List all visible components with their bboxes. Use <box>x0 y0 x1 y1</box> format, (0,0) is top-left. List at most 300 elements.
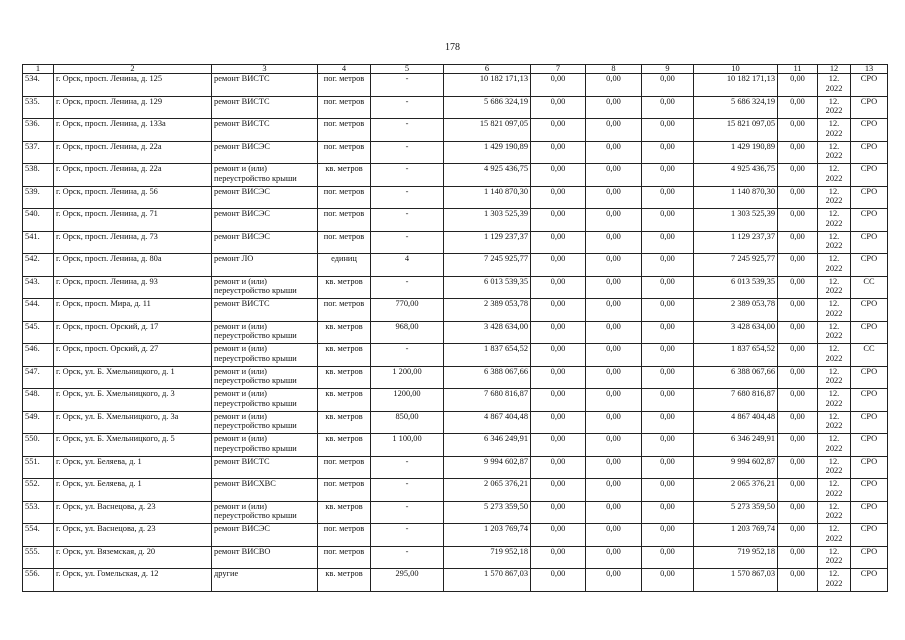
table-cell: г. Орск, ул. Васнецова, д. 23 <box>54 524 212 547</box>
table-row <box>23 501 888 524</box>
table-cell: 1 303 525,39 <box>694 209 778 232</box>
table-cell: 0,00 <box>642 96 694 119</box>
table-cell: 12. 2022 <box>818 434 851 457</box>
table-cell: 0,00 <box>778 299 818 322</box>
table-cell: 0,00 <box>778 366 818 389</box>
column-number: 13 <box>851 65 888 74</box>
table-cell: 0,00 <box>642 141 694 164</box>
table-cell: 0,00 <box>642 479 694 502</box>
table-cell: 539. <box>23 186 54 209</box>
table-cell: 0,00 <box>778 164 818 187</box>
table-cell: СРО <box>851 389 888 412</box>
table-cell: единиц <box>318 254 371 277</box>
table-cell: 0,00 <box>586 389 642 412</box>
table-cell: 1 140 870,30 <box>694 186 778 209</box>
table-cell: ремонт ВИСХВС <box>212 479 318 502</box>
table-body <box>23 65 888 592</box>
table-cell: 5 273 359,50 <box>444 501 531 524</box>
table-cell: 0,00 <box>531 96 586 119</box>
table-cell: 555. <box>23 546 54 569</box>
table-cell: 0,00 <box>778 74 818 97</box>
table-cell: ремонт и (или) переустройство крыши <box>212 389 318 412</box>
table-cell: 0,00 <box>778 276 818 299</box>
table-cell: 535. <box>23 96 54 119</box>
table-cell: 12. 2022 <box>818 299 851 322</box>
table-cell: кв. метров <box>318 434 371 457</box>
table-cell: 542. <box>23 254 54 277</box>
table-cell: 12. 2022 <box>818 141 851 164</box>
table-cell: 0,00 <box>778 501 818 524</box>
table-cell: 0,00 <box>586 344 642 367</box>
table-cell: 12. 2022 <box>818 164 851 187</box>
table-cell: 4 867 404,48 <box>694 411 778 434</box>
table-cell: - <box>371 74 444 97</box>
column-number-header <box>23 65 888 74</box>
table-cell: г. Орск, просп. Ленина, д. 22а <box>54 141 212 164</box>
table-cell: пог. метров <box>318 479 371 502</box>
table-cell: 0,00 <box>586 456 642 479</box>
table-cell: ремонт и (или) переустройство крыши <box>212 164 318 187</box>
table-cell: г. Орск, ул. Б. Хмельницкого, д. 3а <box>54 411 212 434</box>
table-cell: 12. 2022 <box>818 546 851 569</box>
table-cell: 1 100,00 <box>371 434 444 457</box>
table-cell: 0,00 <box>586 276 642 299</box>
table-cell: 1 429 190,89 <box>694 141 778 164</box>
table-cell: СРО <box>851 96 888 119</box>
table-cell: пог. метров <box>318 231 371 254</box>
table-cell: 0,00 <box>531 344 586 367</box>
table-cell: г. Орск, просп. Ленина, д. 73 <box>54 231 212 254</box>
table-cell: 1 129 237,37 <box>694 231 778 254</box>
column-number: 10 <box>694 65 778 74</box>
table-cell: 0,00 <box>586 366 642 389</box>
table-cell: ремонт ВИСЭС <box>212 141 318 164</box>
table-cell: 0,00 <box>586 501 642 524</box>
table-cell: 556. <box>23 569 54 592</box>
table-cell: 553. <box>23 501 54 524</box>
table-row <box>23 456 888 479</box>
table-cell: 0,00 <box>642 299 694 322</box>
table-cell: СРО <box>851 254 888 277</box>
table-cell: - <box>371 186 444 209</box>
table-cell: ремонт ВИСТС <box>212 74 318 97</box>
table-cell: 12. 2022 <box>818 569 851 592</box>
table-cell: СРО <box>851 524 888 547</box>
table-cell: СРО <box>851 479 888 502</box>
table-cell: 0,00 <box>642 209 694 232</box>
table-cell: - <box>371 456 444 479</box>
table-cell: 1 429 190,89 <box>444 141 531 164</box>
table-cell: 0,00 <box>531 299 586 322</box>
table-cell: г. Орск, ул. Гомельская, д. 12 <box>54 569 212 592</box>
table-cell: - <box>371 96 444 119</box>
column-number: 7 <box>531 65 586 74</box>
table-cell: г. Орск, просп. Ленина, д. 56 <box>54 186 212 209</box>
table-cell: 0,00 <box>531 321 586 344</box>
table-cell: пог. метров <box>318 209 371 232</box>
table-cell: г. Орск, ул. Вяземская, д. 20 <box>54 546 212 569</box>
table-cell: 0,00 <box>778 569 818 592</box>
table-cell: - <box>371 119 444 142</box>
table-cell: 12. 2022 <box>818 276 851 299</box>
table-cell: г. Орск, просп. Орский, д. 27 <box>54 344 212 367</box>
table-cell: СРО <box>851 119 888 142</box>
table-cell: 0,00 <box>586 96 642 119</box>
table-cell: г. Орск, просп. Ленина, д. 129 <box>54 96 212 119</box>
table-cell: г. Орск, просп. Ленина, д. 22а <box>54 164 212 187</box>
table-cell: СРО <box>851 209 888 232</box>
table-cell: 545. <box>23 321 54 344</box>
table-cell: пог. метров <box>318 546 371 569</box>
table-row <box>23 209 888 232</box>
table-cell: СРО <box>851 164 888 187</box>
column-number: 5 <box>371 65 444 74</box>
table-cell: ремонт ЛО <box>212 254 318 277</box>
table-cell: кв. метров <box>318 366 371 389</box>
table-cell: СРО <box>851 411 888 434</box>
table-cell: 0,00 <box>531 569 586 592</box>
table-cell: 0,00 <box>642 119 694 142</box>
table-cell: 5 273 359,50 <box>694 501 778 524</box>
table-cell: 0,00 <box>586 299 642 322</box>
table-cell: 12. 2022 <box>818 366 851 389</box>
table-cell: 12. 2022 <box>818 209 851 232</box>
table-cell: 1200,00 <box>371 389 444 412</box>
table-cell: 0,00 <box>531 411 586 434</box>
table-cell: 12. 2022 <box>818 119 851 142</box>
table-cell: 1 140 870,30 <box>444 186 531 209</box>
table-cell: ремонт ВИСТС <box>212 299 318 322</box>
table-cell: 1 200,00 <box>371 366 444 389</box>
table-cell: 719 952,18 <box>444 546 531 569</box>
table-cell: СРО <box>851 299 888 322</box>
table-cell: 548. <box>23 389 54 412</box>
table-cell: г. Орск, просп. Ленина, д. 71 <box>54 209 212 232</box>
table-cell: 0,00 <box>586 254 642 277</box>
table-cell: 552. <box>23 479 54 502</box>
table-cell: ремонт и (или) переустройство крыши <box>212 344 318 367</box>
table-cell: 541. <box>23 231 54 254</box>
table-cell: 0,00 <box>531 524 586 547</box>
table-cell: 0,00 <box>778 479 818 502</box>
table-cell: 0,00 <box>586 569 642 592</box>
table-cell: пог. метров <box>318 96 371 119</box>
table-cell: 15 821 097,05 <box>694 119 778 142</box>
table-cell: 0,00 <box>642 524 694 547</box>
table-cell: 0,00 <box>531 119 586 142</box>
table-cell: СРО <box>851 74 888 97</box>
table-cell: 6 013 539,35 <box>444 276 531 299</box>
table-cell: 295,00 <box>371 569 444 592</box>
table-cell: 2 389 053,78 <box>444 299 531 322</box>
table-cell: 0,00 <box>642 501 694 524</box>
table-cell: - <box>371 344 444 367</box>
table-cell: 0,00 <box>586 164 642 187</box>
table-cell: 551. <box>23 456 54 479</box>
table-cell: пог. метров <box>318 524 371 547</box>
table-cell: 968,00 <box>371 321 444 344</box>
table-cell: пог. метров <box>318 456 371 479</box>
table-cell: 3 428 634,00 <box>694 321 778 344</box>
table-cell: г. Орск, ул. Беляева, д. 1 <box>54 479 212 502</box>
table-cell: 0,00 <box>586 546 642 569</box>
table-cell: СРО <box>851 501 888 524</box>
table-cell: 0,00 <box>586 231 642 254</box>
column-number: 8 <box>586 65 642 74</box>
table-row <box>23 546 888 569</box>
table-cell: г. Орск, ул. Б. Хмельницкого, д. 1 <box>54 366 212 389</box>
table-cell: 1 837 654,52 <box>444 344 531 367</box>
table-cell: 0,00 <box>642 164 694 187</box>
table-cell: 7 245 925,77 <box>444 254 531 277</box>
table-cell: 0,00 <box>531 501 586 524</box>
table-cell: 0,00 <box>778 209 818 232</box>
table-cell: ремонт и (или) переустройство крыши <box>212 434 318 457</box>
table-cell: 12. 2022 <box>818 186 851 209</box>
table-cell: 0,00 <box>778 434 818 457</box>
table-cell: 0,00 <box>531 276 586 299</box>
table-row <box>23 524 888 547</box>
table-cell: 4 867 404,48 <box>444 411 531 434</box>
table-cell: ремонт ВИСТС <box>212 456 318 479</box>
table-cell: 0,00 <box>586 434 642 457</box>
table-cell: кв. метров <box>318 276 371 299</box>
table-cell: 0,00 <box>586 74 642 97</box>
table-cell: СРО <box>851 186 888 209</box>
table-row <box>23 254 888 277</box>
table-row <box>23 569 888 592</box>
table-row <box>23 231 888 254</box>
table-cell: 0,00 <box>586 209 642 232</box>
table-cell: ремонт и (или) переустройство крыши <box>212 501 318 524</box>
table-cell: 770,00 <box>371 299 444 322</box>
table-row <box>23 389 888 412</box>
table-cell: ремонт ВИСЭС <box>212 209 318 232</box>
table-cell: г. Орск, ул. Б. Хмельницкого, д. 3 <box>54 389 212 412</box>
table-cell: 12. 2022 <box>818 501 851 524</box>
table-cell: 4 925 436,75 <box>444 164 531 187</box>
table-cell: 0,00 <box>531 231 586 254</box>
table-cell: 3 428 634,00 <box>444 321 531 344</box>
table-cell: кв. метров <box>318 344 371 367</box>
table-cell: г. Орск, просп. Ленина, д. 80а <box>54 254 212 277</box>
table-cell: 550. <box>23 434 54 457</box>
table-cell: 10 182 171,13 <box>444 74 531 97</box>
table-cell: 12. 2022 <box>818 389 851 412</box>
table-cell: 547. <box>23 366 54 389</box>
table-cell: 540. <box>23 209 54 232</box>
table-row <box>23 344 888 367</box>
table-row <box>23 96 888 119</box>
table-cell: 0,00 <box>642 434 694 457</box>
table-cell: 0,00 <box>531 389 586 412</box>
table-cell: 0,00 <box>778 524 818 547</box>
table-cell: 0,00 <box>642 456 694 479</box>
column-number: 6 <box>444 65 531 74</box>
table-cell: пог. метров <box>318 299 371 322</box>
table-cell: 0,00 <box>642 186 694 209</box>
table-cell: г. Орск, ул. Б. Хмельницкого, д. 5 <box>54 434 212 457</box>
table-cell: - <box>371 209 444 232</box>
table-cell: 0,00 <box>531 209 586 232</box>
table-cell: 12. 2022 <box>818 344 851 367</box>
table-cell: кв. метров <box>318 569 371 592</box>
table-cell: 1 837 654,52 <box>694 344 778 367</box>
table-cell: пог. метров <box>318 119 371 142</box>
table-row <box>23 119 888 142</box>
table-cell: 0,00 <box>642 74 694 97</box>
column-number: 11 <box>778 65 818 74</box>
table-row <box>23 479 888 502</box>
table-cell: 12. 2022 <box>818 231 851 254</box>
table-cell: 0,00 <box>778 389 818 412</box>
table-cell: 5 686 324,19 <box>444 96 531 119</box>
table-cell: г. Орск, ул. Беляева, д. 1 <box>54 456 212 479</box>
page-number: 178 <box>445 42 460 53</box>
table-cell: 6 388 067,66 <box>694 366 778 389</box>
table-cell: 0,00 <box>531 74 586 97</box>
table-cell: - <box>371 524 444 547</box>
table-cell: пог. метров <box>318 74 371 97</box>
table-cell: 0,00 <box>778 96 818 119</box>
table-row <box>23 366 888 389</box>
table-cell: 1 129 237,37 <box>444 231 531 254</box>
table-cell: 12. 2022 <box>818 254 851 277</box>
table-cell: 2 389 053,78 <box>694 299 778 322</box>
table-cell: - <box>371 141 444 164</box>
table-cell: 554. <box>23 524 54 547</box>
table-row <box>23 74 888 97</box>
table-cell: 12. 2022 <box>818 456 851 479</box>
table-cell: 544. <box>23 299 54 322</box>
table-row <box>23 434 888 457</box>
table-cell: 0,00 <box>778 411 818 434</box>
table-cell: 6 346 249,91 <box>694 434 778 457</box>
table-cell: 1 203 769,74 <box>444 524 531 547</box>
table-cell: 0,00 <box>586 119 642 142</box>
table-cell: 0,00 <box>531 366 586 389</box>
table-cell: 0,00 <box>642 254 694 277</box>
table-cell: 6 346 249,91 <box>444 434 531 457</box>
table-cell: 0,00 <box>778 141 818 164</box>
table-cell: СРО <box>851 141 888 164</box>
table-cell: пог. метров <box>318 141 371 164</box>
table-cell: кв. метров <box>318 164 371 187</box>
table-cell: 0,00 <box>642 276 694 299</box>
table-cell: 6 388 067,66 <box>444 366 531 389</box>
table-cell: СРО <box>851 456 888 479</box>
table-cell: 12. 2022 <box>818 524 851 547</box>
table-cell: г. Орск, просп. Орский, д. 17 <box>54 321 212 344</box>
table-cell: СРО <box>851 569 888 592</box>
table-cell: кв. метров <box>318 321 371 344</box>
table-cell: 0,00 <box>531 141 586 164</box>
table-cell: 7 680 816,87 <box>444 389 531 412</box>
column-number: 1 <box>23 65 54 74</box>
table-cell: 1 203 769,74 <box>694 524 778 547</box>
table-cell: - <box>371 231 444 254</box>
table-cell: 7 680 816,87 <box>694 389 778 412</box>
table-cell: кв. метров <box>318 411 371 434</box>
table-cell: 0,00 <box>642 411 694 434</box>
table-cell: - <box>371 164 444 187</box>
table-cell: - <box>371 546 444 569</box>
table-cell: СРО <box>851 434 888 457</box>
table-row <box>23 276 888 299</box>
table-cell: 0,00 <box>531 479 586 502</box>
table-cell: 549. <box>23 411 54 434</box>
table-cell: г. Орск, просп. Ленина, д. 125 <box>54 74 212 97</box>
table-cell: СС <box>851 276 888 299</box>
column-number: 12 <box>818 65 851 74</box>
table-cell: 12. 2022 <box>818 321 851 344</box>
table-cell: 0,00 <box>778 119 818 142</box>
table-row <box>23 164 888 187</box>
table-cell: 7 245 925,77 <box>694 254 778 277</box>
table-cell: СРО <box>851 546 888 569</box>
table-cell: 12. 2022 <box>818 96 851 119</box>
table-cell: ремонт и (или) переустройство крыши <box>212 321 318 344</box>
table-cell: 4 925 436,75 <box>694 164 778 187</box>
table-cell: 0,00 <box>586 321 642 344</box>
table-cell: 0,00 <box>531 186 586 209</box>
table-cell: 0,00 <box>778 231 818 254</box>
table-cell: 15 821 097,05 <box>444 119 531 142</box>
table-cell: 0,00 <box>531 254 586 277</box>
table-cell: 0,00 <box>778 186 818 209</box>
table-cell: 0,00 <box>531 546 586 569</box>
table-cell: 1 570 867,03 <box>444 569 531 592</box>
table-cell: 0,00 <box>586 524 642 547</box>
table-cell: - <box>371 501 444 524</box>
table-cell: 9 994 602,87 <box>694 456 778 479</box>
column-number: 3 <box>212 65 318 74</box>
table-cell: 543. <box>23 276 54 299</box>
table-cell: 0,00 <box>642 321 694 344</box>
table-cell: 0,00 <box>642 569 694 592</box>
table-cell: 0,00 <box>642 546 694 569</box>
table-cell: г. Орск, просп. Ленина, д. 93 <box>54 276 212 299</box>
table-cell: г. Орск, ул. Васнецова, д. 23 <box>54 501 212 524</box>
table-cell: 0,00 <box>586 479 642 502</box>
table-cell: 2 065 376,21 <box>694 479 778 502</box>
table-cell: 0,00 <box>531 164 586 187</box>
table-cell: 0,00 <box>531 434 586 457</box>
table-cell: ремонт ВИСТС <box>212 119 318 142</box>
table-cell: 5 686 324,19 <box>694 96 778 119</box>
table-cell: 0,00 <box>778 321 818 344</box>
table-cell: 719 952,18 <box>694 546 778 569</box>
table-cell: ремонт ВИСВО <box>212 546 318 569</box>
table-row <box>23 299 888 322</box>
table-cell: 1 570 867,03 <box>694 569 778 592</box>
table-cell: 537. <box>23 141 54 164</box>
registry-table <box>22 64 888 592</box>
table-cell: 536. <box>23 119 54 142</box>
table-cell: пог. метров <box>318 186 371 209</box>
table-cell: ремонт ВИСТС <box>212 96 318 119</box>
table-cell: кв. метров <box>318 501 371 524</box>
table-row <box>23 141 888 164</box>
table-row <box>23 321 888 344</box>
table-cell: 0,00 <box>778 254 818 277</box>
table-cell: 2 065 376,21 <box>444 479 531 502</box>
table-cell: ремонт ВИСЭС <box>212 231 318 254</box>
table-cell: 9 994 602,87 <box>444 456 531 479</box>
column-number: 9 <box>642 65 694 74</box>
table-cell: 12. 2022 <box>818 411 851 434</box>
table-cell: 534. <box>23 74 54 97</box>
